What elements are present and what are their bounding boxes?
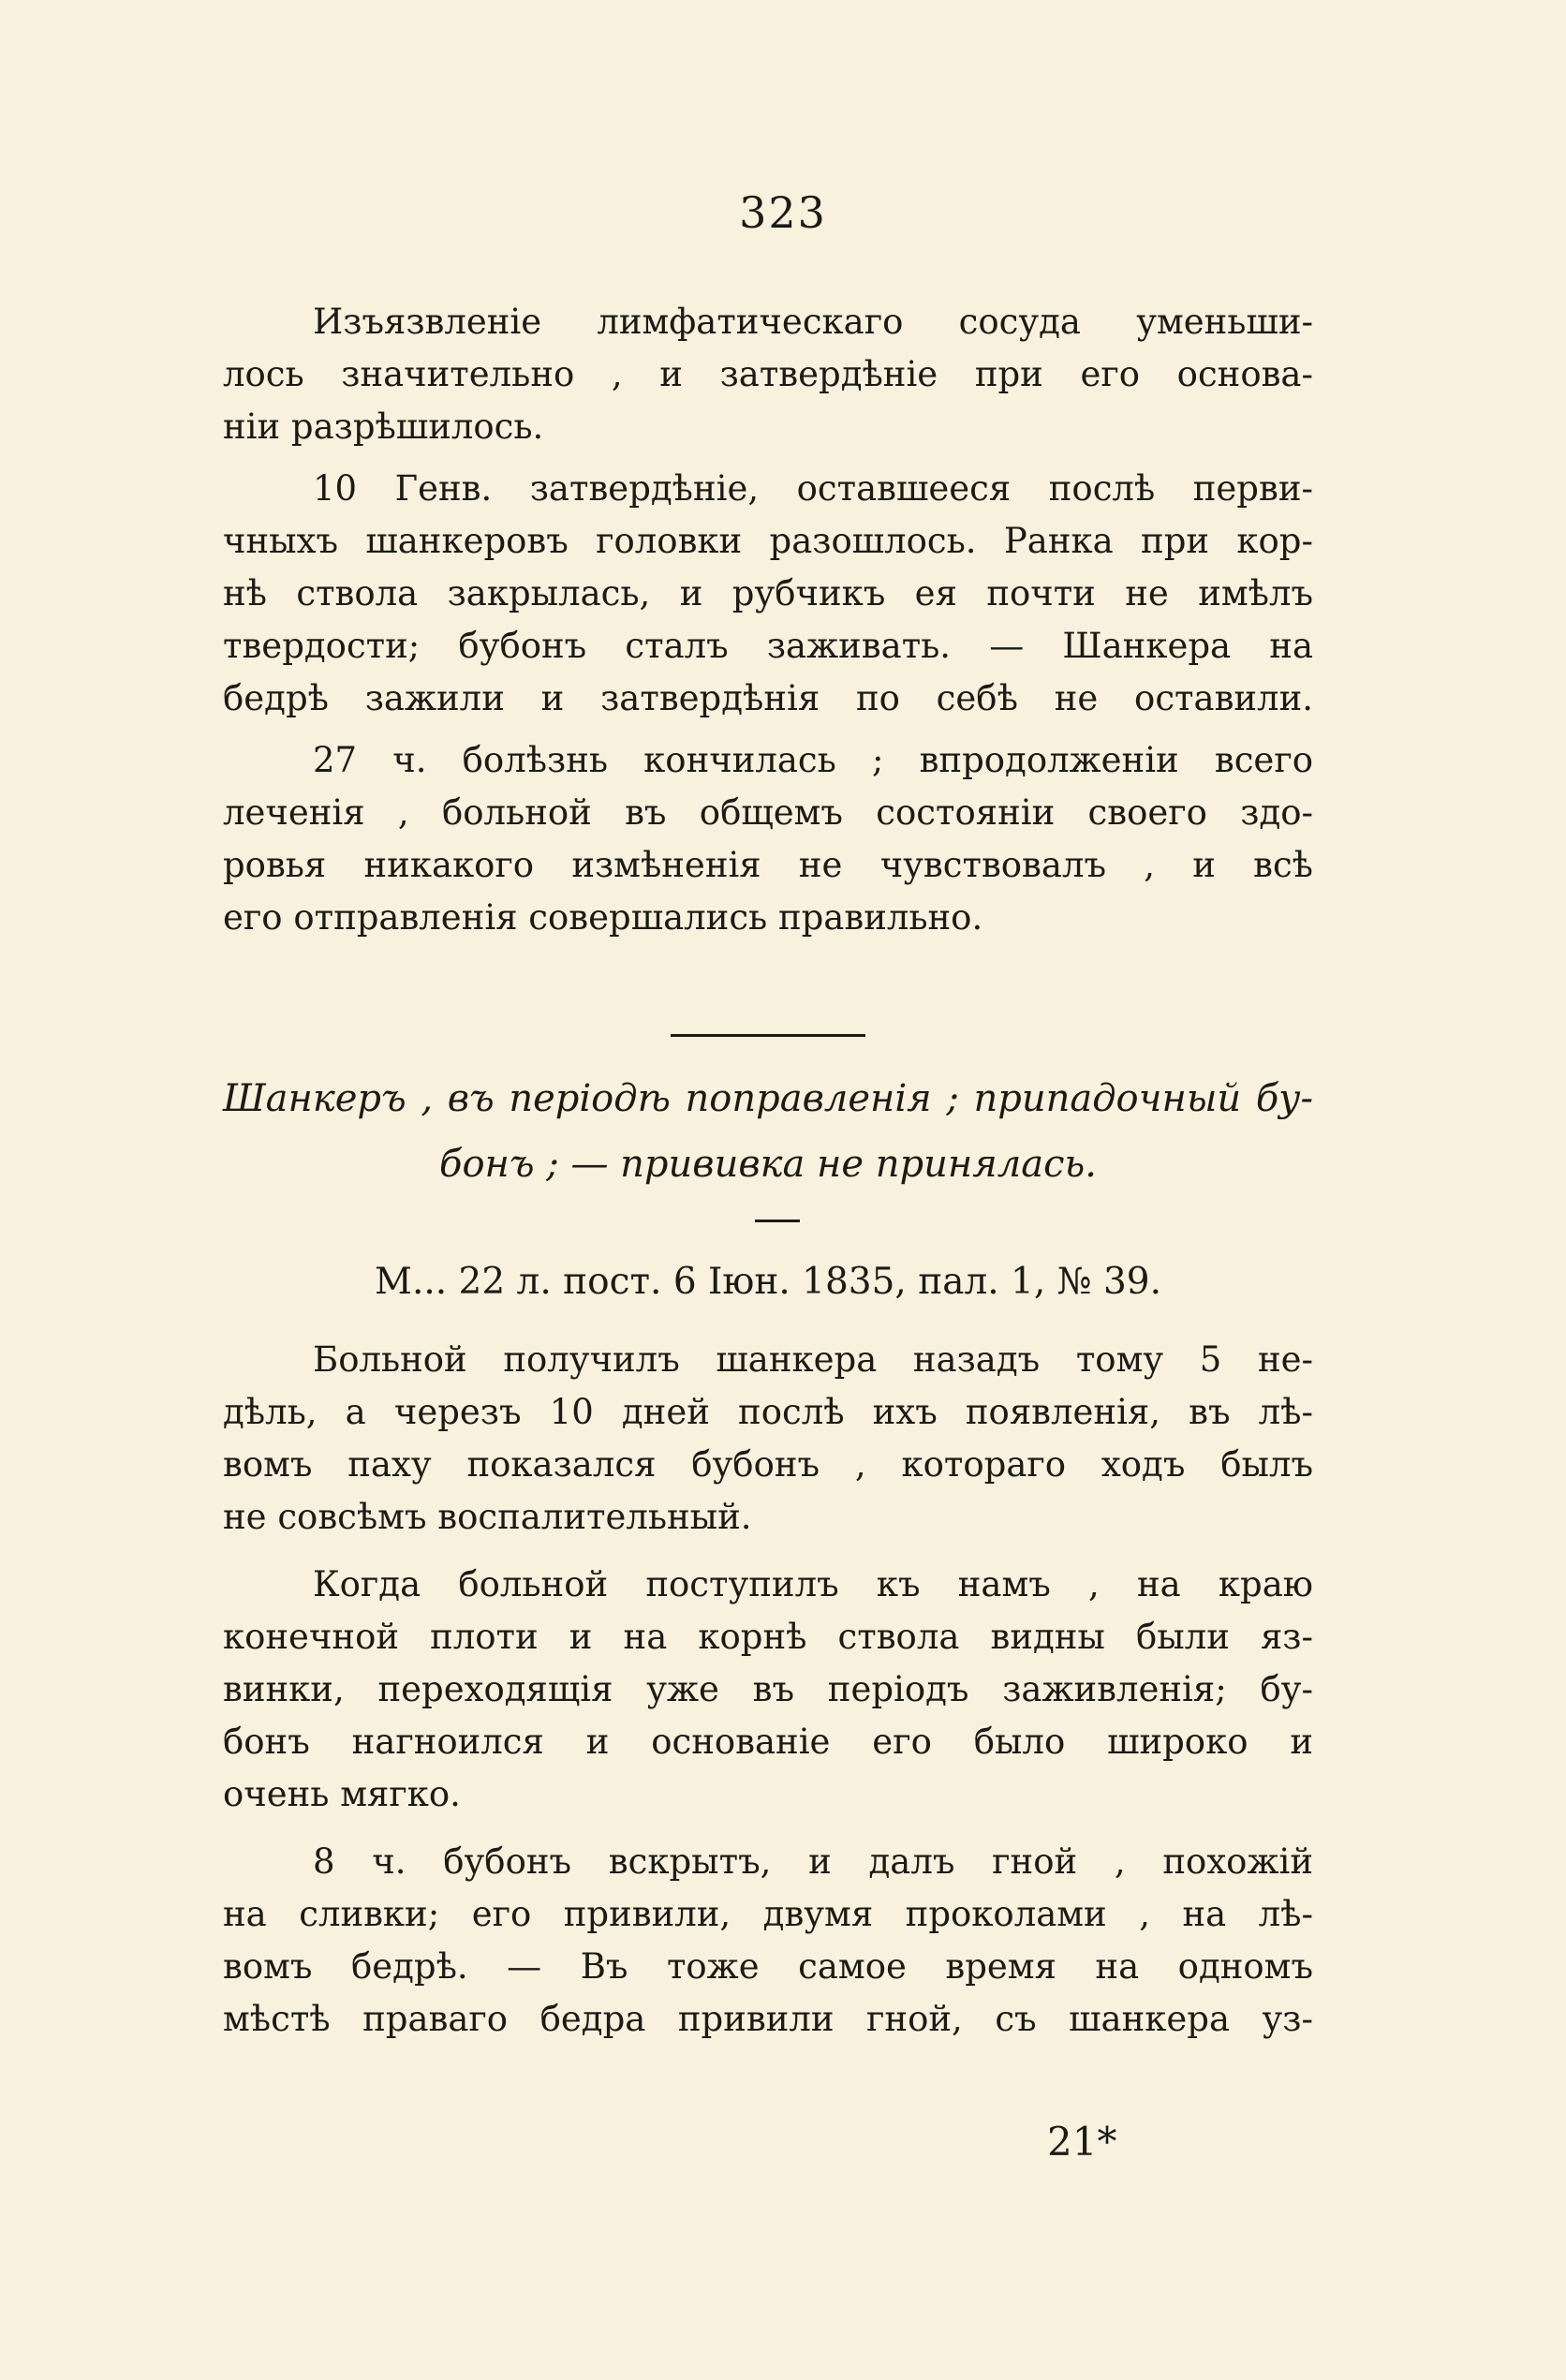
text-line: вомъ бедрѣ. — Въ тоже самое время на одномъ [223,1946,1313,1987]
paragraph [223,296,1313,453]
text-line: 8 ч. бубонъ вскрытъ, и далъ гной , похожій [313,1841,1313,1882]
text-line: Больной получилъ шанкера назадъ тому 5 не- [313,1339,1313,1380]
text-line: Изъязвленіе лимфатическаго сосуда уменьши- [313,302,1313,342]
case-header: М... 22 л. пост. 6 Іюн. 1835, пал. 1, № 39. [375,1261,1161,1303]
text-line: 27 ч. болѣзнь кончилась ; впродолженіи всего [313,740,1313,780]
text-line: бонъ нагноился и основаніе его было широко и [223,1722,1313,1762]
paragraph [223,463,1313,725]
text-line: ніи разрѣшилось. [223,407,544,447]
section-divider [671,1034,865,1037]
text-line: вомъ паху показался бубонъ , котораго ходъ былъ [223,1444,1313,1485]
text-line: твердости; бубонъ сталъ заживать. — Шанкера на [223,626,1313,666]
text-block-1 [223,296,1313,944]
text-line: не совсѣмъ воспалительный. [223,1497,752,1537]
text-line: очень мягко. [223,1774,461,1814]
title-line: Шанкеръ , въ періодѣ поправленія ; припадочный бу- [223,1077,1313,1120]
case-title [223,1066,1313,1197]
text-line: леченія , больной въ общемъ состояніи своего здо- [223,792,1313,833]
paragraph [223,1559,1313,1821]
text-line: 10 Генв. затвердѣніе, оставшееся послѣ перви- [313,468,1313,509]
paragraph [223,734,1313,944]
text-line: дѣль, а черезъ 10 дней послѣ ихъ появленія, въ лѣ- [223,1392,1313,1432]
text-block-2 [223,1334,1313,2046]
text-line: лось значительно , и затвердѣніе при его основа- [223,354,1313,394]
text-line: конечной плоти и на корнѣ ствола видны были яз- [223,1617,1313,1657]
signature-mark: 21* [1047,2119,1117,2165]
text-line: Когда больной поступилъ къ намъ , на краю [313,1564,1313,1604]
title-line: бонъ ; — прививка не принялась. [439,1143,1097,1186]
paragraph [223,1836,1313,2046]
text-line: на сливки; его привили, двумя проколами , на лѣ- [223,1894,1313,1934]
text-line: винки, переходящія уже въ періодъ заживленія; бу- [223,1669,1313,1709]
paragraph [223,1334,1313,1544]
text-line: ровья никакого измѣненія не чувствовалъ , и всѣ [223,845,1313,885]
text-line: мѣстѣ праваго бедра привили гной, съ шанкера уз- [223,1999,1313,2039]
text-line: его отправленія совершались правильно. [223,897,983,938]
text-line: чныхъ шанкеровъ головки разошлось. Ранка при кор- [223,521,1313,561]
text-line: бедрѣ зажили и затвердѣнія по себѣ не оставили. [223,678,1313,718]
page-number: 323 [739,187,827,238]
text-line: нѣ ствола закрылась, и рубчикъ ея почти не имѣлъ [223,573,1313,613]
short-divider [755,1220,800,1222]
